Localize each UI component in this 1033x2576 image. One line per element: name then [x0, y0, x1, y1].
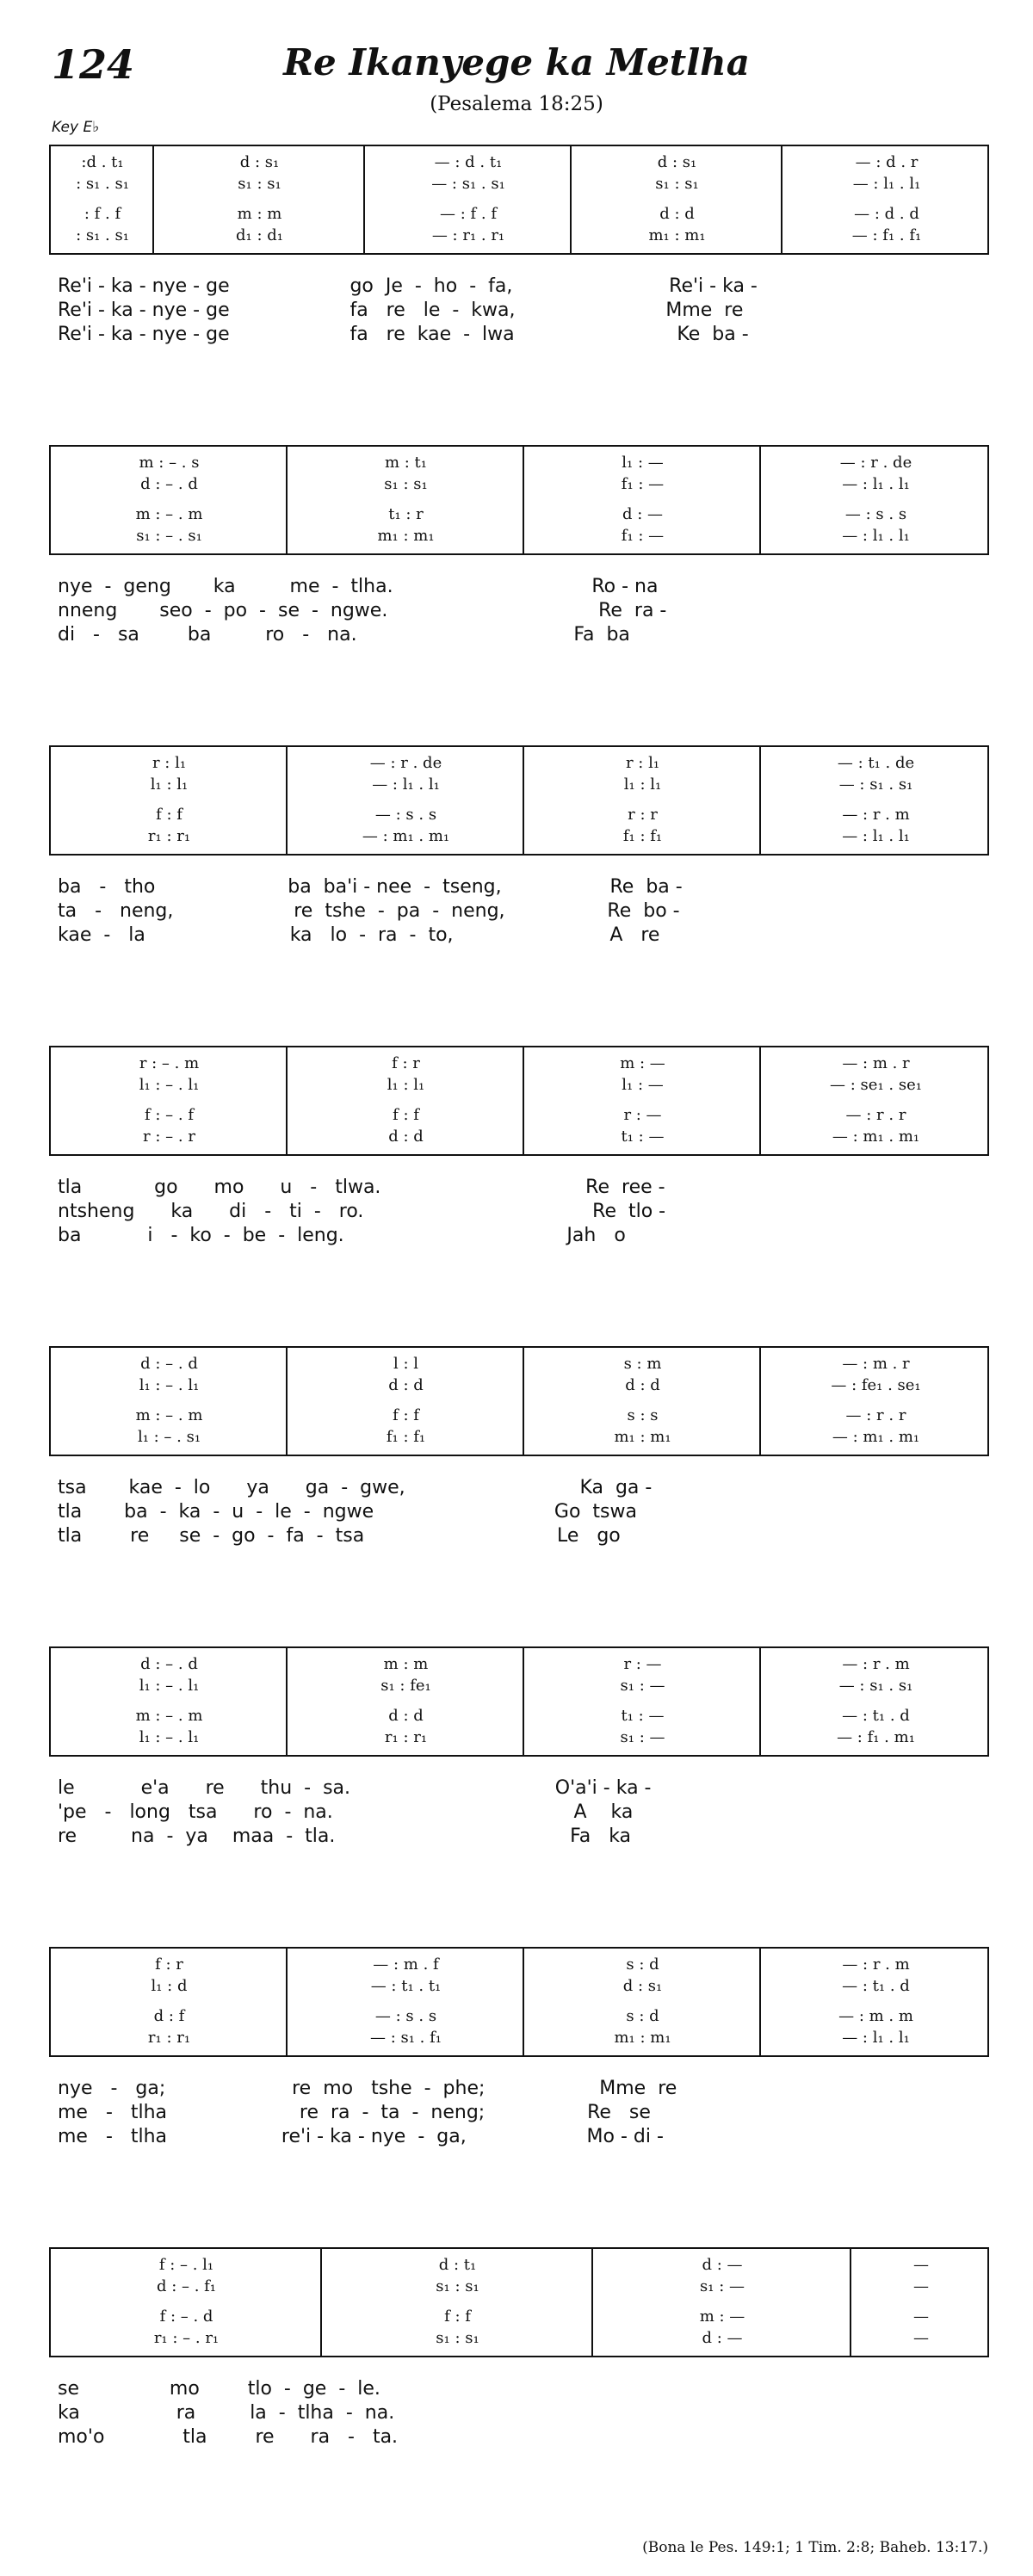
music-system [49, 2247, 989, 2448]
voice-part-notes: m : t₁ [384, 454, 428, 472]
voice-part-notes: — : f₁ . m₁ [837, 1728, 915, 1746]
voice-part-notes: r : – . r [143, 1127, 195, 1146]
voice-part-notes: m₁ : m₁ [648, 226, 706, 244]
voice-part-notes: r : — [623, 1106, 662, 1124]
voice-part-notes: m : – . m [135, 1406, 203, 1424]
voice-part-notes: l₁ : – . l₁ [139, 1376, 200, 1394]
tonic-solfa-staff [49, 1646, 989, 1757]
voice-part-notes: l₁ : – . l₁ [139, 1728, 200, 1746]
measure [288, 747, 524, 854]
bar-line [759, 447, 761, 553]
hymn-title: Re Ikanyege ka Metlha [283, 41, 750, 83]
measure [761, 447, 991, 553]
measure [51, 747, 288, 854]
bar-line [523, 447, 524, 553]
voice-part-notes: d : s₁ [239, 153, 280, 171]
footer-references: (Bona le Pes. 149:1; 1 Tim. 2:8; Baheb. 13:17.) [642, 2539, 988, 2556]
voice-part-notes: l₁ : l₁ [387, 1076, 425, 1094]
tonic-solfa-staff [49, 1947, 989, 2057]
lyric-line: ka ra la - tlha - na. [58, 2402, 395, 2424]
voice-part-notes: f : – . f [145, 1106, 194, 1124]
voice-part-notes: : s₁ . s₁ [76, 226, 129, 244]
bar-line [570, 146, 572, 253]
voice-part-notes: d : — [702, 2256, 743, 2274]
measure [322, 2249, 593, 2356]
tonic-solfa-staff [49, 745, 989, 856]
bar-line [286, 447, 288, 553]
voice-part-notes: d : f [153, 2007, 185, 2025]
voice-part-notes: — : r . de [839, 454, 912, 472]
voice-part-notes: f : f [156, 806, 182, 824]
voice-part-notes: l₁ : — [622, 1076, 664, 1094]
voice-part-notes: — : s₁ . f₁ [369, 2029, 442, 2047]
voice-part-notes: — : s₁ . s₁ [838, 775, 913, 794]
scripture-reference: (Pesalema 18:25) [430, 93, 603, 115]
music-system [49, 445, 989, 646]
lyric-line: ntsheng ka di - ti - ro. Re tlo - [58, 1201, 666, 1222]
voice-part-notes: — : r . m [842, 1655, 910, 1673]
voice-part-notes: l₁ : l₁ [623, 775, 662, 794]
voice-part-notes: m₁ : m₁ [614, 1428, 671, 1446]
voice-part-notes: t₁ : — [621, 1127, 665, 1146]
measure [524, 1949, 761, 2055]
bar-line [363, 146, 365, 253]
music-system [49, 1046, 989, 1246]
measure [761, 1348, 991, 1455]
voice-part-notes: m : — [699, 2307, 745, 2326]
voice-part-notes: d : — [702, 2329, 743, 2347]
measure [51, 1648, 288, 1755]
voice-part-notes: — [913, 2307, 929, 2326]
lyric-line: nneng seo - po - se - ngwe. Re ra - [58, 600, 667, 621]
voice-part-notes: r : r [628, 806, 658, 824]
voice-part-notes: s₁ : s₁ [436, 2329, 479, 2347]
voice-part-notes: f₁ : f₁ [386, 1428, 426, 1446]
voice-part-notes: t₁ : r [388, 505, 424, 523]
voice-part-notes: — : m₁ . m₁ [832, 1428, 920, 1446]
bar-line [523, 1348, 524, 1455]
voice-part-notes: f₁ : f₁ [622, 827, 663, 845]
voice-part-notes: f : f [393, 1106, 419, 1124]
voice-part-notes: s₁ : s₁ [238, 175, 281, 193]
lyric-line: kae - la ka lo - ra - to, A re [58, 924, 660, 946]
voice-part-notes: l₁ : d [151, 1977, 188, 1995]
bar-line [286, 1949, 288, 2055]
voice-part-notes: — : t₁ . de [837, 754, 915, 772]
voice-part-notes: s : s [627, 1406, 659, 1424]
voice-part-notes: d : d [388, 1127, 424, 1146]
hymn-number: 124 [52, 41, 135, 88]
voice-part-notes: — : t₁ . t₁ [370, 1977, 442, 1995]
voice-part-notes: — : l₁ . l₁ [842, 827, 910, 845]
voice-part-notes: d₁ : d₁ [236, 226, 283, 244]
bar-line [286, 747, 288, 854]
lyric-line: Re'i - ka - nye - ge fa re le - kwa, Mme re [58, 300, 744, 321]
voice-part-notes: — : fe₁ . se₁ [831, 1376, 921, 1394]
measure [524, 747, 761, 854]
lyric-line: se mo tlo - ge - le. [58, 2378, 380, 2400]
voice-part-notes: — [913, 2277, 929, 2295]
voice-part-notes: — : r . r [845, 1106, 906, 1124]
tonic-solfa-staff [49, 1346, 989, 1456]
voice-part-notes: s : d [626, 2007, 659, 2025]
lyric-line: Re'i - ka - nye - ge fa re kae - lwa Ke ba - [58, 324, 749, 345]
voice-part-notes: — : t₁ . d [842, 1707, 910, 1725]
lyric-line: tla ba - ka - u - le - ngwe Go tswa [58, 1501, 637, 1523]
voice-part-notes: r₁ : r₁ [147, 2029, 191, 2047]
voice-part-notes: d : — [622, 505, 664, 523]
lyric-line: Re'i - ka - nye - ge go Je - ho - fa, Re'i - ka - [58, 275, 758, 297]
voice-part-notes: f : – . l₁ [158, 2256, 214, 2274]
bar-line [523, 1648, 524, 1755]
lyric-line: tla go mo u - tlwa. Re ree - [58, 1177, 665, 1198]
bar-line [152, 146, 154, 253]
measure [593, 2249, 851, 2356]
voice-part-notes: m : m [383, 1655, 429, 1673]
voice-part-notes: f : – . d [159, 2307, 213, 2326]
lyric-line: ta - neng, re tshe - pa - neng, Re bo - [58, 900, 680, 922]
voice-part-notes: s₁ : — [620, 1677, 665, 1695]
tonic-solfa-staff [49, 1046, 989, 1156]
voice-part-notes: l₁ : – . s₁ [137, 1428, 201, 1446]
lyric-line: me - tlha re'i - ka - nye - ga, Mo - di - [58, 2126, 664, 2147]
music-system [49, 1346, 989, 1547]
bar-line [523, 1047, 524, 1154]
voice-part-notes: d : – . d [140, 1655, 198, 1673]
voice-part-notes: r : — [623, 1655, 662, 1673]
measure [524, 447, 761, 553]
measure [51, 1348, 288, 1455]
voice-part-notes: m₁ : m₁ [377, 527, 435, 545]
voice-part-notes: — : r . m [842, 1955, 910, 1974]
lyric-line: re na - ya maa - tla. Fa ka [58, 1825, 632, 1847]
voice-part-notes: d : d [388, 1376, 424, 1394]
lyric-line: mo'o tla re ra - ta. [58, 2426, 399, 2448]
voice-part-notes: — : s . s [844, 505, 907, 523]
voice-part-notes: — : d . t₁ [434, 153, 503, 171]
voice-part-notes: l₁ : – . l₁ [139, 1677, 200, 1695]
voice-part-notes: r₁ : r₁ [384, 1728, 428, 1746]
voice-part-notes: — [913, 2329, 929, 2347]
voice-part-notes: — : r . r [845, 1406, 906, 1424]
bar-line [759, 1047, 761, 1154]
voice-part-notes: d : s₁ [657, 153, 697, 171]
voice-part-notes: f : f [393, 1406, 419, 1424]
voice-part-notes: f₁ : — [621, 527, 665, 545]
lyric-line: le e'a re thu - sa. O'a'i - ka - [58, 1777, 652, 1799]
voice-part-notes: l : l [393, 1355, 419, 1373]
voice-part-notes: — : s₁ . s₁ [838, 1677, 913, 1695]
voice-part-notes: m₁ : m₁ [614, 2029, 671, 2047]
voice-part-notes: — : d . r [855, 153, 919, 171]
measure [365, 146, 572, 253]
voice-part-notes: : f . f [84, 205, 121, 223]
bar-line [759, 1949, 761, 2055]
measure [572, 146, 782, 253]
voice-part-notes: s : d [626, 1955, 659, 1974]
voice-part-notes: d : – . d [140, 1355, 198, 1373]
voice-part-notes: s₁ : fe₁ [380, 1677, 431, 1695]
measure [288, 447, 524, 553]
voice-part-notes: s₁ : s₁ [655, 175, 699, 193]
bar-line [759, 747, 761, 854]
lyric-line: nye - geng ka me - tlha. Ro - na [58, 576, 659, 597]
measure [51, 2249, 322, 2356]
lyric-line: ba i - ko - be - leng. Jah o [58, 1225, 626, 1246]
voice-part-notes: m : – . m [135, 1707, 203, 1725]
voice-part-notes: m : – . m [135, 505, 203, 523]
bar-line [591, 2249, 593, 2356]
voice-part-notes: d : – . f₁ [156, 2277, 217, 2295]
voice-part-notes: — : m₁ . m₁ [362, 827, 450, 845]
bar-line [523, 1949, 524, 2055]
measure [51, 447, 288, 553]
tonic-solfa-staff [49, 2247, 989, 2357]
voice-part-notes: — : l₁ . l₁ [842, 527, 910, 545]
voice-part-notes: d : t₁ [438, 2256, 477, 2274]
lyric-line: me - tlha re ra - ta - neng; Re se [58, 2102, 651, 2123]
voice-part-notes: r₁ : r₁ [147, 827, 191, 845]
voice-part-notes: — : t₁ . d [842, 1977, 910, 1995]
voice-part-notes: — : r . de [369, 754, 442, 772]
bar-line [286, 1047, 288, 1154]
voice-part-notes: — : s . s [374, 2007, 437, 2025]
measure [782, 146, 991, 253]
measure [524, 1348, 761, 1455]
voice-part-notes: — : m . f [373, 1955, 439, 1974]
voice-part-notes: f : r [392, 1054, 420, 1072]
voice-part-notes: — : f₁ . f₁ [851, 226, 922, 244]
voice-part-notes: :d . t₁ [81, 153, 124, 171]
tonic-solfa-staff [49, 445, 989, 555]
bar-line [320, 2249, 322, 2356]
bar-line [850, 2249, 851, 2356]
voice-part-notes: s₁ : — [700, 2277, 745, 2295]
voice-part-notes: l₁ : l₁ [150, 775, 189, 794]
voice-part-notes: — : d . d [854, 205, 919, 223]
voice-part-notes: s₁ : s₁ [436, 2277, 479, 2295]
lyric-line: 'pe - long tsa ro - na. A ka [58, 1801, 634, 1823]
voice-part-notes: l₁ : – . l₁ [139, 1076, 200, 1094]
measure [761, 1648, 991, 1755]
measure [154, 146, 365, 253]
voice-part-notes: d : d [388, 1707, 424, 1725]
measure [51, 1047, 288, 1154]
music-system [49, 1646, 989, 1847]
voice-part-notes: r₁ : – . r₁ [153, 2329, 220, 2347]
music-system [49, 745, 989, 946]
voice-part-notes: — : f . f [440, 205, 497, 223]
bar-line [286, 1648, 288, 1755]
measure [51, 1949, 288, 2055]
voice-part-notes: d : s₁ [622, 1977, 663, 1995]
measure [761, 1949, 991, 2055]
voice-part-notes: l₁ : — [622, 454, 664, 472]
bar-line [759, 1348, 761, 1455]
voice-part-notes: t₁ : — [621, 1707, 665, 1725]
voice-part-notes: f : r [155, 1955, 183, 1974]
measure [51, 146, 154, 253]
voice-part-notes: f : f [444, 2307, 471, 2326]
measure [851, 2249, 991, 2356]
voice-part-notes: f₁ : — [621, 475, 665, 493]
voice-part-notes: — : m₁ . m₁ [832, 1127, 920, 1146]
voice-part-notes: m : – . s [139, 454, 200, 472]
measure [288, 1047, 524, 1154]
voice-part-notes: s₁ : – . s₁ [136, 527, 202, 545]
voice-part-notes: r : l₁ [152, 754, 187, 772]
voice-part-notes: — : l₁ . l₁ [852, 175, 921, 193]
voice-part-notes: m : m [237, 205, 282, 223]
bar-line [523, 747, 524, 854]
voice-part-notes: m : — [620, 1054, 665, 1072]
lyric-line: di - sa ba ro - na. Fa ba [58, 624, 630, 646]
measure [288, 1949, 524, 2055]
music-system [49, 145, 989, 345]
lyric-line: nye - ga; re mo tshe - phe; Mme re [58, 2078, 677, 2099]
voice-part-notes: — : r . m [842, 806, 910, 824]
voice-part-notes: — : s . s [374, 806, 437, 824]
voice-part-notes: d : d [625, 1376, 660, 1394]
voice-part-notes: — : l₁ . l₁ [842, 2029, 910, 2047]
voice-part-notes: r : l₁ [625, 754, 660, 772]
voice-part-notes: — : m . r [842, 1054, 910, 1072]
measure [524, 1648, 761, 1755]
voice-part-notes: — [913, 2256, 929, 2274]
voice-part-notes: d : d [659, 205, 695, 223]
lyric-line: ba - tho ba ba'i - nee - tseng, Re ba - [58, 876, 683, 898]
key-signature: Key E♭ [52, 119, 100, 136]
music-system [49, 1947, 989, 2147]
bar-line [759, 1648, 761, 1755]
measure [761, 747, 991, 854]
voice-part-notes: — : se₁ . se₁ [830, 1076, 922, 1094]
voice-part-notes: d : – . d [140, 475, 198, 493]
voice-part-notes: — : m . m [838, 2007, 913, 2025]
voice-part-notes: : s₁ . s₁ [76, 175, 129, 193]
voice-part-notes: — : s₁ . s₁ [431, 175, 505, 193]
bar-line [781, 146, 782, 253]
lyric-line: tsa kae - lo ya ga - gwe, Ka ga - [58, 1477, 653, 1498]
voice-part-notes: — : l₁ . l₁ [842, 475, 910, 493]
voice-part-notes: — : m . r [842, 1355, 910, 1373]
voice-part-notes: — : l₁ . l₁ [372, 775, 440, 794]
measure [524, 1047, 761, 1154]
voice-part-notes: — : r₁ . r₁ [431, 226, 505, 244]
measure [288, 1348, 524, 1455]
bar-line [286, 1348, 288, 1455]
voice-part-notes: s : m [623, 1355, 662, 1373]
measure [288, 1648, 524, 1755]
voice-part-notes: s₁ : — [620, 1728, 665, 1746]
lyric-line: tla re se - go - fa - tsa Le go [58, 1525, 621, 1547]
voice-part-notes: s₁ : s₁ [384, 475, 428, 493]
tonic-solfa-staff [49, 145, 989, 255]
measure [761, 1047, 991, 1154]
voice-part-notes: r : – . m [139, 1054, 200, 1072]
